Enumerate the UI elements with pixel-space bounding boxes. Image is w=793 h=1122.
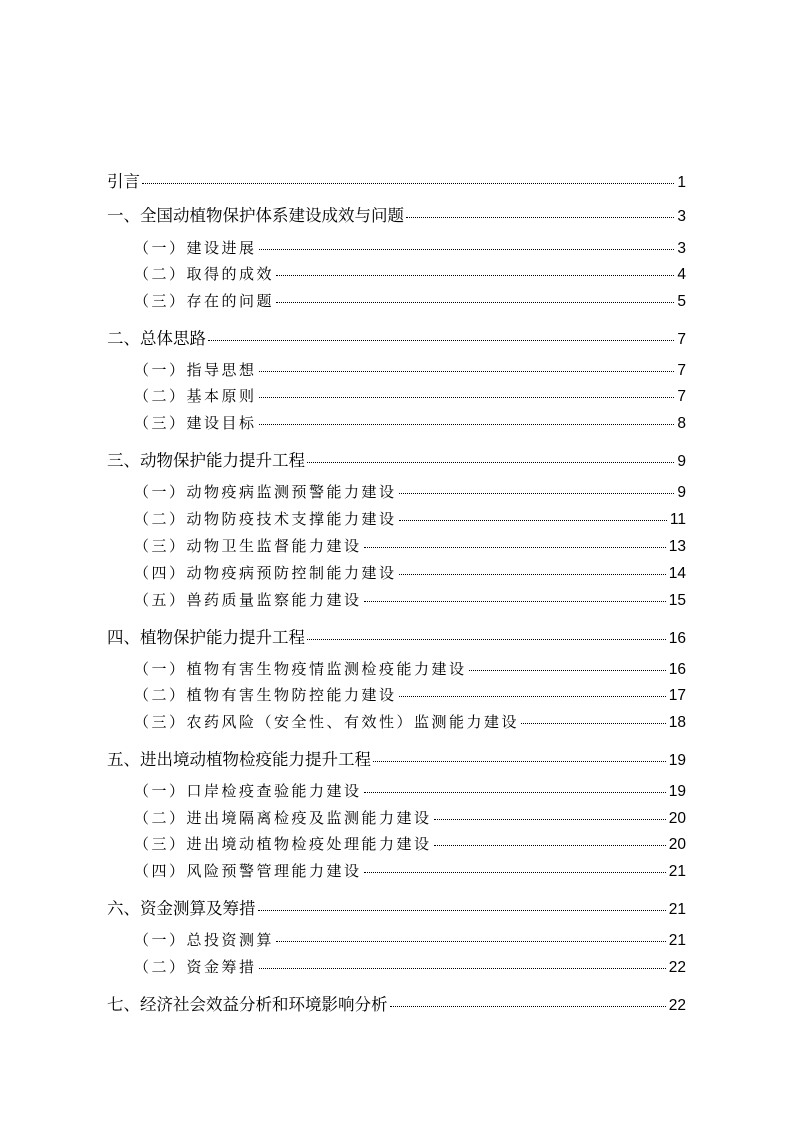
toc-dot-leader <box>276 275 674 276</box>
toc-subentry[interactable] <box>134 684 686 705</box>
toc-subentry[interactable] <box>134 412 686 433</box>
toc-subentry[interactable] <box>134 833 686 854</box>
toc-entry-title: （二）动物防疫技术支撑能力建设 <box>134 510 397 528</box>
toc-entry-title: （三）动物卫生监督能力建设 <box>134 537 362 555</box>
toc-subentry[interactable] <box>134 535 686 556</box>
toc-entry-page: 1 <box>677 174 686 191</box>
toc-entry-page: 13 <box>668 538 686 555</box>
toc-entry-title: （二）取得的成效 <box>134 265 275 283</box>
toc-entry-page: 15 <box>668 592 686 609</box>
toc-subentry[interactable] <box>134 237 686 258</box>
toc-dot-leader <box>364 872 666 873</box>
toc-subentry[interactable] <box>134 589 686 610</box>
toc-entry-page: 22 <box>668 959 686 976</box>
toc-dot-leader <box>307 462 674 463</box>
toc-entry[interactable] <box>107 447 686 471</box>
toc-entry-page: 7 <box>677 388 686 405</box>
toc-dot-leader <box>373 761 666 762</box>
toc-entry-title: （四）动物疫病预防控制能力建设 <box>134 564 397 582</box>
toc-entry-page: 19 <box>668 783 686 800</box>
toc-subentry[interactable] <box>134 780 686 801</box>
toc-entry-title: （二）进出境隔离检疫及监测能力建设 <box>134 809 432 827</box>
toc-entry-title: （一）指导思想 <box>134 361 257 379</box>
toc-subentry[interactable] <box>134 711 686 732</box>
toc-entry-title: 五、进出境动植物检疫能力提升工程 <box>107 750 371 769</box>
toc-subentry[interactable] <box>134 807 686 828</box>
toc-dot-leader <box>259 968 666 969</box>
toc-dot-leader <box>364 547 666 548</box>
toc-entry-page: 20 <box>668 836 686 853</box>
toc-dot-leader <box>434 845 666 846</box>
toc-dot-leader <box>259 249 675 250</box>
toc-subentry[interactable] <box>134 956 686 977</box>
toc-entry-title: （二）资金筹措 <box>134 958 257 976</box>
toc-dot-leader <box>390 1006 666 1007</box>
toc-entry[interactable] <box>107 168 686 192</box>
toc-entry-title: （四）风险预警管理能力建设 <box>134 862 362 880</box>
toc-entry-page: 7 <box>677 362 686 379</box>
toc-entry-title: 六、资金测算及筹措 <box>107 899 256 918</box>
toc-entry-page: 21 <box>668 932 686 949</box>
toc-subentry[interactable] <box>134 929 686 950</box>
toc-entry-title: （一）植物有害生物疫情监测检疫能力建设 <box>134 660 467 678</box>
toc-entry-title: （一）建设进展 <box>134 239 257 257</box>
toc-dot-leader <box>521 723 666 724</box>
toc-entry-title: （五）兽药质量监察能力建设 <box>134 591 362 609</box>
toc-subentry[interactable] <box>134 860 686 881</box>
toc-entry-page: 8 <box>677 415 686 432</box>
toc-entry-title: （一）口岸检疫查验能力建设 <box>134 782 362 800</box>
toc-dot-leader <box>399 696 666 697</box>
toc-entry[interactable] <box>107 895 686 919</box>
toc-entry-page: 17 <box>668 687 686 704</box>
toc-entry-page: 21 <box>668 901 686 918</box>
toc-subentry[interactable] <box>134 481 686 502</box>
toc-entry-page: 4 <box>677 266 686 283</box>
toc-entry-page: 20 <box>668 810 686 827</box>
toc-entry[interactable] <box>107 325 686 349</box>
toc-subentry[interactable] <box>134 359 686 380</box>
toc-entry-page: 22 <box>668 997 686 1014</box>
toc-entry-page: 7 <box>677 331 686 348</box>
toc-dot-leader <box>259 397 675 398</box>
toc-dot-leader <box>259 424 675 425</box>
toc-entry-title: （三）进出境动植物检疫处理能力建设 <box>134 835 432 853</box>
toc-subentry[interactable] <box>134 263 686 284</box>
toc-entry-page: 18 <box>668 714 686 731</box>
toc-entry-title: （一）动物疫病监测预警能力建设 <box>134 483 397 501</box>
toc-entry[interactable] <box>107 991 686 1015</box>
toc-subentry[interactable] <box>134 658 686 679</box>
toc-entry-title: （一）总投资测算 <box>134 931 275 949</box>
toc-subentry[interactable] <box>134 562 686 583</box>
toc-entry-title: （三）存在的问题 <box>134 292 275 310</box>
toc-entry[interactable] <box>107 624 686 648</box>
toc-dot-leader <box>434 819 666 820</box>
toc-dot-leader <box>364 792 666 793</box>
toc-entry-title: 七、经济社会效益分析和环境影响分析 <box>107 995 388 1014</box>
toc-dot-leader <box>208 340 674 341</box>
toc-entry[interactable] <box>107 202 686 226</box>
toc-subentry[interactable] <box>134 385 686 406</box>
toc-subentry[interactable] <box>134 508 686 529</box>
toc-entry-page: 21 <box>668 863 686 880</box>
toc-entry-title: 三、动物保护能力提升工程 <box>107 451 305 470</box>
toc-entry-page: 9 <box>677 453 686 470</box>
toc-entry-page: 14 <box>668 565 686 582</box>
toc-dot-leader <box>142 183 674 184</box>
toc-entry-title: 四、植物保护能力提升工程 <box>107 628 305 647</box>
toc-entry-page: 5 <box>677 293 686 310</box>
toc-entry-page: 16 <box>668 661 686 678</box>
toc-dot-leader <box>307 639 666 640</box>
toc-entry[interactable] <box>107 746 686 770</box>
toc-entry-title: 二、总体思路 <box>107 329 206 348</box>
toc-dot-leader <box>276 941 666 942</box>
toc-dot-leader <box>469 670 666 671</box>
toc-entry-page: 9 <box>677 484 686 501</box>
toc-dot-leader <box>364 601 666 602</box>
toc-entry-title: （三）建设目标 <box>134 414 257 432</box>
toc-dot-leader <box>406 217 674 218</box>
toc-entry-title: 引言 <box>107 172 140 191</box>
toc-dot-leader <box>399 574 666 575</box>
toc-entry-title: 一、全国动植物保护体系建设成效与问题 <box>107 206 404 225</box>
toc-entry-page: 19 <box>668 752 686 769</box>
toc-entry-page: 11 <box>669 511 686 528</box>
toc-entry-page: 3 <box>677 240 686 257</box>
toc-dot-leader <box>258 910 666 911</box>
toc-entry-title: （三）农药风险（安全性、有效性）监测能力建设 <box>134 713 520 731</box>
toc-subentry[interactable] <box>134 290 686 311</box>
toc-entry-page: 16 <box>668 630 686 647</box>
toc-entry-title: （二）植物有害生物防控能力建设 <box>134 686 397 704</box>
toc-dot-leader <box>259 371 675 372</box>
toc-dot-leader <box>276 302 674 303</box>
toc-dot-leader <box>399 520 667 521</box>
toc-entry-title: （二）基本原则 <box>134 387 257 405</box>
toc-dot-leader <box>399 493 675 494</box>
toc-entry-page: 3 <box>677 208 686 225</box>
